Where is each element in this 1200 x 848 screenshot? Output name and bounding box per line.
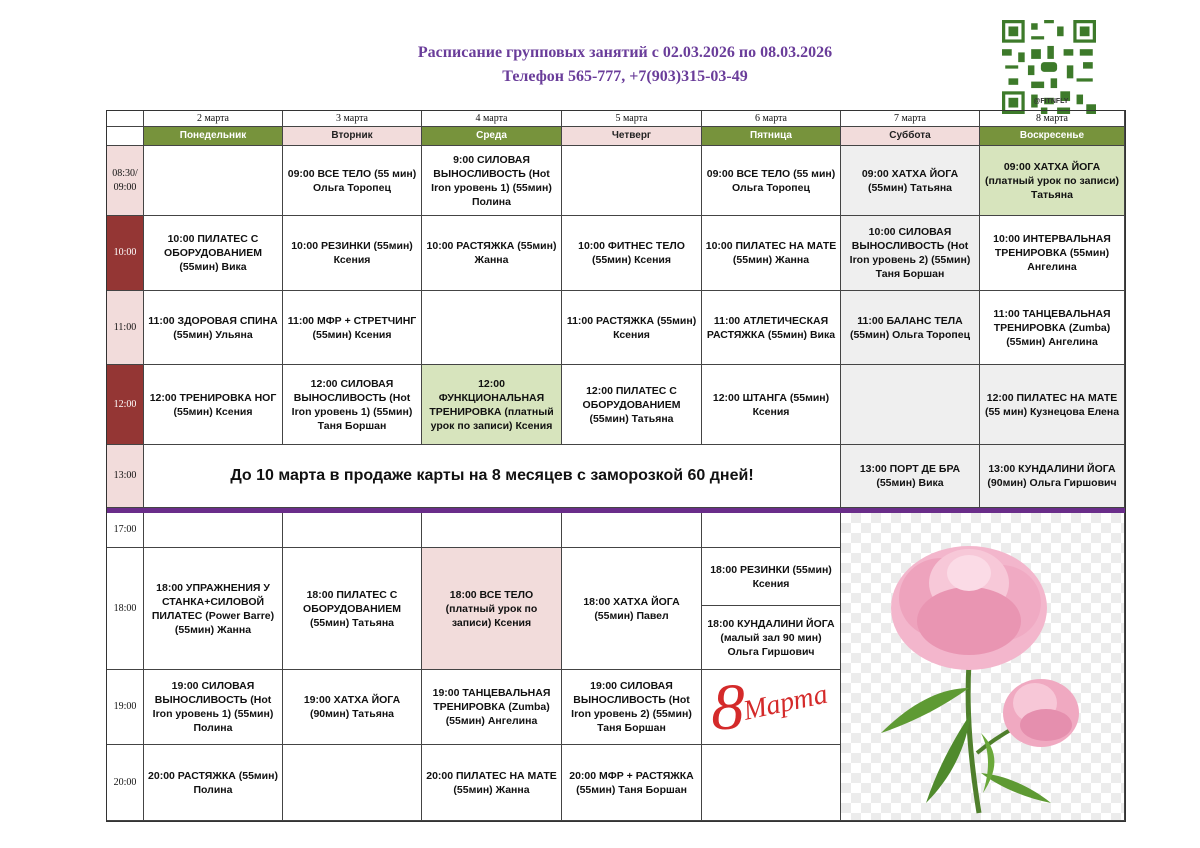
class-cell-empty [422, 513, 562, 548]
class-cell: 18:00 ХАТХА ЙОГА (55мин) Павел [562, 548, 702, 670]
class-cell: 18:00 РЕЗИНКИ (55мин) Ксения [702, 548, 841, 606]
march-8-art [702, 670, 841, 745]
day-wed: Среда [422, 127, 562, 146]
class-cell: 18:00 КУНДАЛИНИ ЙОГА (малый зал 90 мин) Ольга Гиршович [702, 606, 841, 670]
peony-icon [841, 513, 1125, 821]
day-thu: Четверг [562, 127, 702, 146]
class-cell: 12:00 ШТАНГА (55мин) Ксения [702, 365, 841, 445]
class-cell: 10:00 ФИТНЕС ТЕЛО (55мин) Ксения [562, 216, 702, 291]
day-sun: Воскресенье [980, 127, 1125, 146]
time-1300: 13:00 [107, 445, 144, 508]
class-cell: 11:00 МФР + СТРЕТЧИНГ (55мин) Ксения [283, 291, 422, 365]
time-0830: 08:30/ 09:00 [107, 146, 144, 216]
class-cell: 18:00 ПИЛАТЕС С ОБОРУДОВАНИЕМ (55мин) Татьяна [283, 548, 422, 670]
date-tue: 3 марта [283, 111, 422, 127]
day-sat: Суббота [841, 127, 980, 146]
schedule-table [106, 110, 1126, 822]
time-1200: 12:00 [107, 365, 144, 445]
class-cell: 11:00 ЗДОРОВАЯ СПИНА (55мин) Ульяна [144, 291, 283, 365]
class-cell: 09:00 ХАТХА ЙОГА (55мин) Татьяна [841, 146, 980, 216]
class-cell: 10:00 ПИЛАТЕС С ОБОРУДОВАНИЕМ (55мин) Вика [144, 216, 283, 291]
qr-label: @FITNFLY [1033, 98, 1069, 105]
day-tue: Вторник [283, 127, 422, 146]
corner-cell-2 [107, 127, 144, 146]
date-sun: 8 марта [980, 111, 1125, 127]
class-cell: 20:00 ПИЛАТЕС НА МАТЕ (55мин) Жанна [422, 745, 562, 821]
date-thu: 5 марта [562, 111, 702, 127]
date-mon: 2 марта [144, 111, 283, 127]
time-1700: 17:00 [107, 513, 144, 548]
class-cell-empty [144, 513, 283, 548]
class-cell-empty [562, 146, 702, 216]
class-cell: 18:00 УПРАЖНЕНИЯ У СТАНКА+СИЛОВОЙ ПИЛАТЕС (Power Barre) (55мин) Жанна [144, 548, 283, 670]
day-mon: Понедельник [144, 127, 283, 146]
phone-line: Телефон 565-777, +7(903)315-03-49 [502, 68, 748, 85]
time-1900: 19:00 [107, 670, 144, 745]
date-sat: 7 марта [841, 111, 980, 127]
class-cell: 10:00 ИНТЕРВАЛЬНАЯ ТРЕНИРОВКА (55мин) Ангелина [980, 216, 1125, 291]
class-cell: 09:00 ВСЕ ТЕЛО (55 мин) Ольга Торопец [283, 146, 422, 216]
class-cell: 11:00 БАЛАНС ТЕЛА (55мин) Ольга Торопец [841, 291, 980, 365]
class-cell-empty [144, 146, 283, 216]
class-cell: 10:00 ПИЛАТЕС НА МАТЕ (55мин) Жанна [702, 216, 841, 291]
class-cell: 11:00 РАСТЯЖКА (55мин) Ксения [562, 291, 702, 365]
class-cell: 13:00 ПОРТ ДЕ БРА (55мин) Вика [841, 445, 980, 508]
class-cell: 12:00 ПИЛАТЕС НА МАТЕ (55 мин) Кузнецова Елена [980, 365, 1125, 445]
class-cell-empty [702, 513, 841, 548]
class-cell: 18:00 ВСЕ ТЕЛО (платный урок по записи) Ксения [422, 548, 562, 670]
class-cell-empty [283, 745, 422, 821]
class-cell: 10:00 РЕЗИНКИ (55мин) Ксения [283, 216, 422, 291]
class-cell-empty [702, 745, 841, 821]
class-cell: 12:00 ФУНКЦИОНАЛЬНАЯ ТРЕНИРОВКА (платный урок по записи) Ксения [422, 365, 562, 445]
class-cell: 12:00 ТРЕНИРОВКА НОГ (55мин) Ксения [144, 365, 283, 445]
class-cell: 12:00 ПИЛАТЕС С ОБОРУДОВАНИЕМ (55мин) Татьяна [562, 365, 702, 445]
class-cell: 20:00 РАСТЯЖКА (55мин) Полина [144, 745, 283, 821]
time-1100: 11:00 [107, 291, 144, 365]
class-cell: 10:00 РАСТЯЖКА (55мин) Жанна [422, 216, 562, 291]
march-8-number: 8 [711, 671, 745, 744]
time-1000: 10:00 [107, 216, 144, 291]
class-cell-empty [562, 513, 702, 548]
class-cell: 19:00 ТАНЦЕВАЛЬНАЯ ТРЕНИРОВКА (Zumba) (55мин) Ангелина [422, 670, 562, 745]
class-cell: 19:00 СИЛОВАЯ ВЫНОСЛИВОСТЬ (Hot Iron уровень 1) (55мин) Полина [144, 670, 283, 745]
class-cell: 09:00 ХАТХА ЙОГА (платный урок по записи) Татьяна [980, 146, 1125, 216]
day-fri: Пятница [702, 127, 841, 146]
peony-flower-art [841, 513, 1125, 821]
class-cell: 9:00 СИЛОВАЯ ВЫНОСЛИВОСТЬ (Hot Iron уровень 1) (55мин) Полина [422, 146, 562, 216]
class-cell-empty [422, 291, 562, 365]
class-cell-empty [841, 365, 980, 445]
class-cell-empty [283, 513, 422, 548]
time-2000: 20:00 [107, 745, 144, 821]
march-8-word: Марта [740, 678, 831, 727]
time-1800: 18:00 [107, 548, 144, 670]
class-cell: 12:00 СИЛОВАЯ ВЫНОСЛИВОСТЬ (Hot Iron уровень 1) (55мин) Таня Боршан [283, 365, 422, 445]
promo-banner: До 10 марта в продаже карты на 8 месяцев с заморозкой 60 дней! [144, 445, 841, 508]
class-cell: 09:00 ВСЕ ТЕЛО (55 мин) Ольга Торопец [702, 146, 841, 216]
date-fri: 6 марта [702, 111, 841, 127]
class-cell: 19:00 СИЛОВАЯ ВЫНОСЛИВОСТЬ (Hot Iron уровень 2) (55мин) Таня Боршан [562, 670, 702, 745]
corner-cell [107, 111, 144, 127]
schedule-title: Расписание групповых занятий с 02.03.2026 по 08.03.2026 [417, 44, 833, 61]
class-cell: 19:00 ХАТХА ЙОГА (90мин) Татьяна [283, 670, 422, 745]
class-cell: 13:00 КУНДАЛИНИ ЙОГА (90мин) Ольга Гиршович [980, 445, 1125, 508]
date-wed: 4 марта [422, 111, 562, 127]
class-cell: 11:00 АТЛЕТИЧЕСКАЯ РАСТЯЖКА (55мин) Вика [702, 291, 841, 365]
class-cell: 10:00 СИЛОВАЯ ВЫНОСЛИВОСТЬ (Hot Iron уровень 2) (55мин) Таня Боршан [841, 216, 980, 291]
class-cell: 20:00 МФР + РАСТЯЖКА (55мин) Таня Боршан [562, 745, 702, 821]
class-cell: 11:00 ТАНЦЕВАЛЬНАЯ ТРЕНИРОВКА (Zumba) (55мин) Ангелина [980, 291, 1125, 365]
